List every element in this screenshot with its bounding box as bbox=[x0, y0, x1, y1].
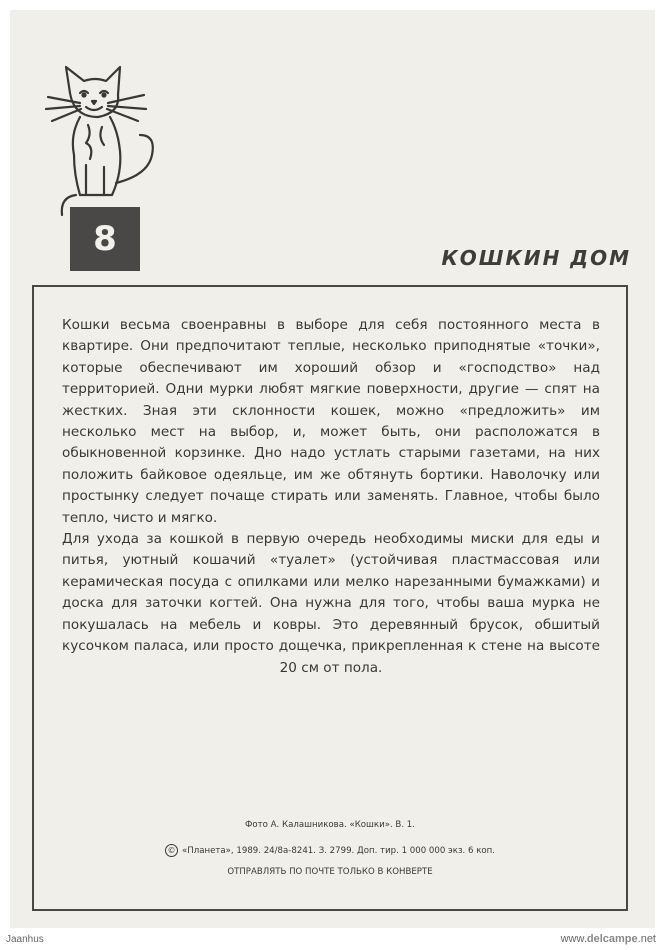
card-number-badge: 8 bbox=[70, 207, 140, 271]
paragraph-1: Кошки весьма своенравны в выборе для себя постоянного места в квартире. Они предпочитают теплые, несколько приподнятые «точки», которые обеспечивают им хороший обзор и «господство» над территорией. Одни мурки любят мягкие поверхности, другие — спят на жестких. Зная эти склонности кошек, можно «предложить» им несколько мест на выбор, и, может быть, они расположатся в обыкновенной корзинке. Дно надо устлать старыми газетами, на них положить байковое одеяльце, им же обтянуть бортики. Наволочку или простынку следует почаще стирать или заменять. Главное, чтобы было тепло, чисто и мягко. bbox=[62, 317, 600, 526]
site-suffix: .net bbox=[637, 933, 656, 945]
photo-credit: Фото А. Калашникова. «Кошки». В. 1. bbox=[245, 820, 415, 830]
copyright-icon: © bbox=[165, 844, 178, 857]
site-brand: delcampe bbox=[586, 933, 638, 945]
postcard bbox=[10, 10, 655, 928]
publisher-line bbox=[34, 844, 626, 857]
mailing-instruction: ОТПРАВЛЯТЬ ПО ПОЧТЕ ТОЛЬКО В КОНВЕРТЕ bbox=[227, 867, 433, 877]
cat-illustration bbox=[40, 55, 170, 230]
card-title: КОШКИН ДОМ bbox=[441, 246, 631, 270]
body-text bbox=[62, 315, 600, 679]
site-prefix: www. bbox=[560, 933, 587, 945]
text-frame bbox=[32, 285, 628, 911]
publisher-text: «Планета», 1989. 24/8а-8241. З. 2799. Доп. тир. 1 000 000 экз. 6 коп. bbox=[182, 846, 495, 856]
site-watermark[interactable] bbox=[561, 933, 656, 945]
uploader-name: Jaanhus bbox=[6, 934, 44, 945]
paragraph-2: Для ухода за кошкой в первую очередь необходимы миски для еды и питья, уютный кошачий «туалет» (устойчивая пластмассовая или керамическая посуда с опилками или мелко нарезанными бумажками) и доска для заточки когтей. Она нужна для того, чтобы ваша мурка не покушалась на мебель и ковры. Это деревянный брусок, обшитый кусочком паласа, или просто дощечка, прикрепленная к стене на высоте 20 см от пола. bbox=[62, 531, 600, 676]
